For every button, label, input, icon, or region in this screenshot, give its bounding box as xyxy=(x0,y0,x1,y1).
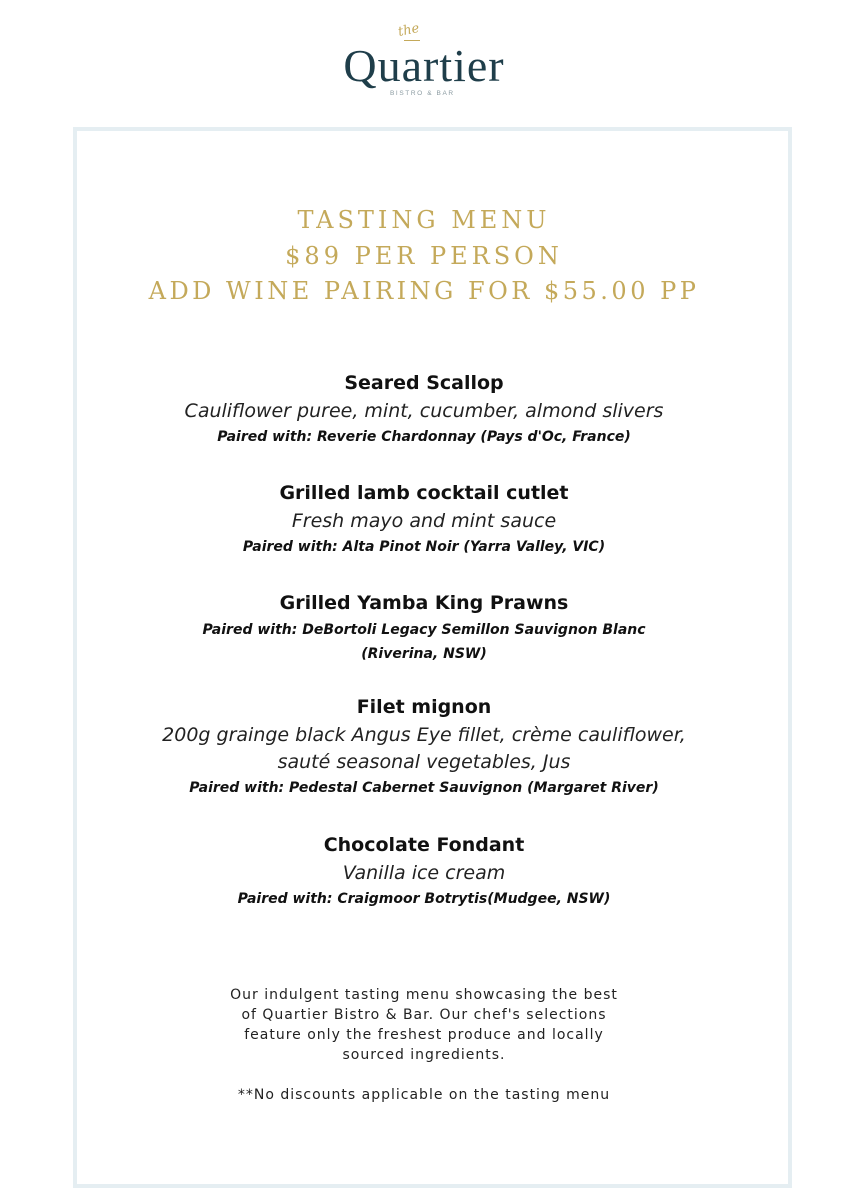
course-description-line2: sauté seasonal vegetables, Jus xyxy=(277,751,571,773)
course-pairing: Paired with: Pedestal Cabernet Sauvignon (Margaret River) xyxy=(189,780,659,796)
logo-subtitle: BISTRO & BAR xyxy=(390,90,455,97)
course-name: Filet mignon xyxy=(356,696,492,718)
course-pairing-region: (Riverina, NSW) xyxy=(361,646,487,662)
menu-price: $89 PER PERSON xyxy=(285,242,563,270)
menu-title: TASTING MENU xyxy=(297,206,551,234)
logo xyxy=(0,18,848,118)
course-lamb-cutlet xyxy=(0,478,848,559)
wine-pairing-price: ADD WINE PAIRING FOR $55.00 PP xyxy=(148,277,700,305)
course-description: 200g grainge black Angus Eye fillet, crème cauliflower, xyxy=(162,724,686,746)
about-line: of Quartier Bistro & Bar. Our chef's selections xyxy=(241,1007,607,1023)
course-name: Seared Scallop xyxy=(344,372,504,394)
course-pairing: Paired with: DeBortoli Legacy Semillon Sauvignon Blanc xyxy=(202,622,646,638)
course-chocolate-fondant xyxy=(0,830,848,911)
course-filet-mignon xyxy=(0,692,848,800)
course-name: Grilled Yamba King Prawns xyxy=(279,592,569,614)
about-line: sourced ingredients. xyxy=(342,1047,506,1063)
course-king-prawns xyxy=(0,588,848,666)
logo-the-script: the xyxy=(396,20,421,40)
menu-about-text xyxy=(0,985,848,1065)
course-description: Vanilla ice cream xyxy=(342,862,506,884)
discount-disclaimer: **No discounts applicable on the tasting menu xyxy=(237,1087,611,1103)
about-line: Our indulgent tasting menu showcasing the best xyxy=(230,987,618,1003)
logo-wordmark: Quartier xyxy=(343,40,505,91)
course-pairing: Paired with: Alta Pinot Noir (Yarra Valley, VIC) xyxy=(242,539,606,555)
about-line: feature only the freshest produce and locally xyxy=(244,1027,604,1043)
course-pairing: Paired with: Craigmoor Botrytis(Mudgee, NSW) xyxy=(237,891,611,907)
course-description: Fresh mayo and mint sauce xyxy=(291,510,557,532)
course-name: Grilled lamb cocktail cutlet xyxy=(279,482,569,504)
course-seared-scallop xyxy=(0,368,848,449)
course-name: Chocolate Fondant xyxy=(323,834,525,856)
course-description: Cauliflower puree, mint, cucumber, almond slivers xyxy=(184,400,664,422)
course-pairing: Paired with: Reverie Chardonnay (Pays d'Oc, France) xyxy=(217,429,631,445)
